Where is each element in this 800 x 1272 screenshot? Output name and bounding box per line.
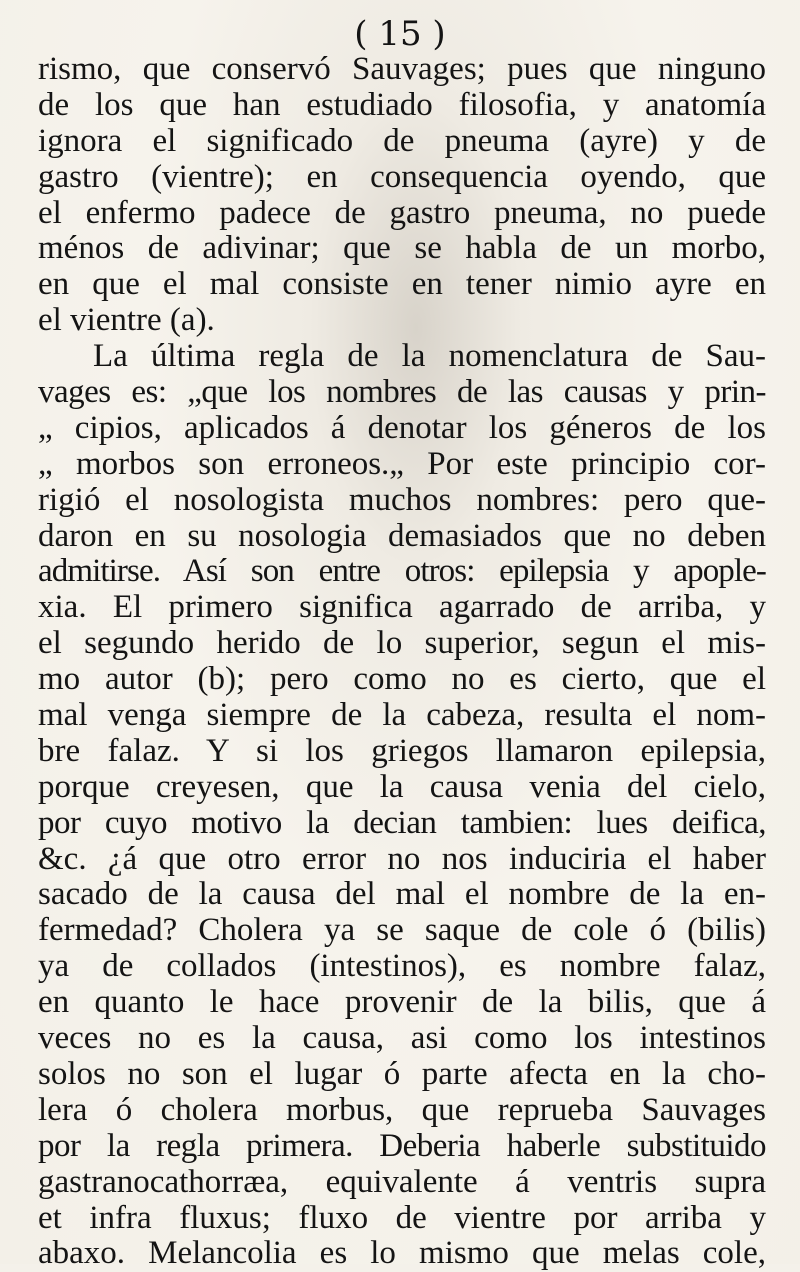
text-line: veces no es la causa, asi como los intestinos — [38, 1020, 766, 1057]
text-line: por la regla primera. Deberia haberle substituido — [38, 1127, 766, 1164]
text-line: abaxo. Melancolia es lo mismo que melas cole, — [38, 1235, 766, 1272]
text-line: daron en su nosologia demasiados que no deben — [38, 517, 766, 554]
text-line: xia. El primero significa agarrado de arriba, y — [38, 589, 766, 626]
text-line: el segundo herido de lo superior, segun el mis- — [38, 625, 766, 662]
text-line: gastro (vientre); en consequencia oyendo, que — [38, 158, 766, 195]
text-line: La última regla de la nomenclatura de Sau- — [93, 338, 766, 375]
text-line: „ cipios, aplicados á denotar los géneros de los — [38, 409, 766, 446]
text-line: por cuyo motivo la decian tambien: lues deifica, — [38, 804, 766, 841]
text-line: bre falaz. Y si los griegos llamaron epilepsia, — [38, 732, 766, 769]
text-line: mal venga siempre de la cabeza, resulta el nom- — [38, 697, 766, 734]
text-line: gastranocathorræa, equivalente á ventris supra — [38, 1163, 766, 1200]
text-line: ignora el significado de pneuma (ayre) y de — [38, 122, 766, 159]
text-line: ménos de adivinar; que se habla de un morbo, — [38, 230, 766, 267]
text-line: lera ó cholera morbus, que reprueba Sauvages — [38, 1091, 766, 1128]
text-line: mo autor (b); pero como no es cierto, que el — [38, 661, 766, 698]
body-text — [38, 52, 766, 1272]
text-line: solos no son el lugar ó parte afecta en la cho- — [38, 1055, 766, 1092]
text-line: en que el mal consiste en tener nimio ayre en — [38, 266, 766, 303]
text-line: el vientre (a). — [38, 302, 215, 339]
text-line: et infra fluxus; fluxo de vientre por arriba y — [38, 1199, 766, 1236]
text-line: ya de collados (intestinos), es nombre falaz, — [38, 948, 766, 985]
page-number: ( 15 ) — [354, 14, 446, 54]
text-line: de los que han estudiado filosofia, y anatomía — [38, 86, 766, 123]
text-line: vages es: „que los nombres de las causas y prin- — [38, 374, 766, 411]
text-line: rismo, que conservó Sauvages; pues que ninguno — [38, 51, 766, 87]
text-line: el enfermo padece de gastro pneuma, no puede — [38, 194, 766, 231]
text-line: fermedad? Cholera ya se saque de cole ó (bilis) — [38, 912, 766, 949]
text-line: &c. ¿á que otro error no nos induciria el haber — [38, 840, 766, 877]
text-line: „ morbos son erroneos.„ Por este principio cor- — [38, 445, 766, 482]
text-line: admitirse. Así son entre otros: epilepsia y apople- — [38, 553, 766, 590]
text-line: rigió el nosologista muchos nombres: pero que- — [38, 481, 766, 518]
text-line: porque creyesen, que la causa venia del cielo, — [38, 768, 766, 805]
text-line: en quanto le hace provenir de la bilis, que á — [38, 984, 766, 1021]
text-line: sacado de la causa del mal el nombre de la en- — [38, 876, 766, 913]
